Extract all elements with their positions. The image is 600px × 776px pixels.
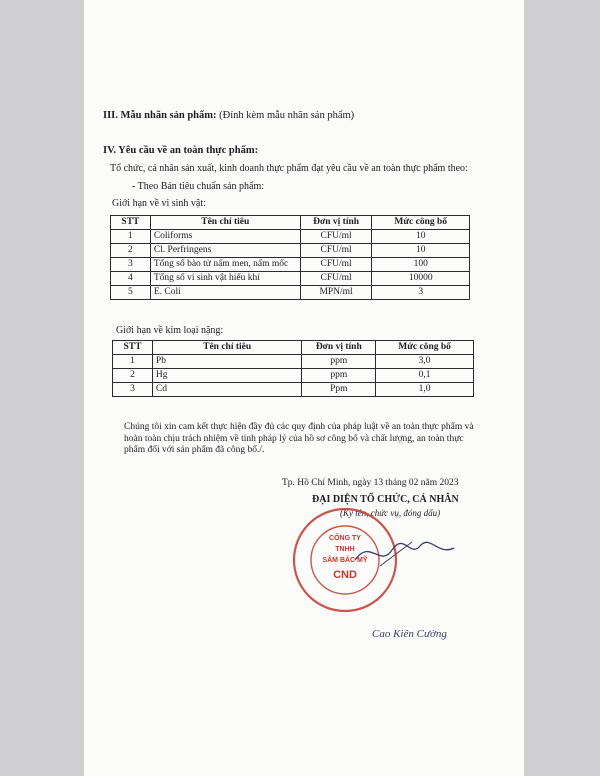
header-level: Mức công bố bbox=[376, 341, 474, 355]
micro-limits-label: Giới hạn về vi sinh vật: bbox=[112, 198, 206, 209]
cell-name: Coliforms bbox=[150, 230, 300, 244]
section-3-note: (Đính kèm mẫu nhãn sản phẩm) bbox=[219, 110, 355, 121]
cell-unit: MPN/ml bbox=[300, 286, 372, 300]
cell-name: Pb bbox=[152, 355, 301, 369]
header-unit: Đơn vị tính bbox=[300, 216, 372, 230]
cell-stt: 5 bbox=[111, 286, 151, 300]
cell-level: 100 bbox=[372, 258, 470, 272]
cell-stt: 1 bbox=[111, 230, 151, 244]
stamp-line-2: TNHH bbox=[335, 546, 355, 553]
micro-table bbox=[110, 215, 470, 300]
cell-name: Cd bbox=[152, 383, 301, 397]
stamp-line-3: SÂM BẮC MỸ bbox=[322, 557, 368, 564]
stamp-line-1: CÔNG TY bbox=[329, 535, 361, 542]
signer-name: Cao Kiên Cường bbox=[372, 628, 447, 640]
representative-title: ĐẠI DIỆN TỔ CHỨC, CÁ NHÂN bbox=[312, 494, 459, 505]
cell-stt: 1 bbox=[113, 355, 153, 369]
commitment-paragraph: Chúng tôi xin cam kết thực hiện đầy đủ các quy định của pháp luật về an toàn thực phẩm và hoàn toàn chịu trách nhiệm về tính pháp lý của hồ sơ công bố và chất lượng, an toàn thực phẩm đối với sản phẩm đã công bố./. bbox=[124, 422, 474, 455]
table-row bbox=[111, 258, 470, 272]
header-name: Tên chỉ tiêu bbox=[152, 341, 301, 355]
cell-name: Cl. Perfringens bbox=[150, 244, 300, 258]
sign-note: (Ký tên, chức vụ, đóng dấu) bbox=[340, 508, 441, 518]
cell-name: Tổng số bào tử nấm men, nấm mốc bbox=[150, 258, 300, 272]
header-stt: STT bbox=[113, 341, 153, 355]
table-row bbox=[111, 272, 470, 286]
cell-unit: CFU/ml bbox=[300, 272, 372, 286]
cell-level: 3,0 bbox=[376, 355, 474, 369]
cell-stt: 4 bbox=[111, 272, 151, 286]
metal-table bbox=[112, 340, 474, 397]
cell-name: Hg bbox=[152, 369, 301, 383]
table-row bbox=[111, 244, 470, 258]
place-date: Tp. Hồ Chí Minh, ngày 13 tháng 02 năm 2023 bbox=[282, 478, 459, 488]
section-4-intro: Tổ chức, cá nhân sản xuất, kinh doanh thực phẩm đạt yêu cầu về an toàn thực phẩm theo: bbox=[110, 163, 468, 174]
metal-table-header bbox=[113, 341, 474, 355]
header-stt: STT bbox=[111, 216, 151, 230]
cell-name: Tổng số vi sinh vật hiếu khí bbox=[150, 272, 300, 286]
cell-level: 1,0 bbox=[376, 383, 474, 397]
header-level: Mức công bố bbox=[372, 216, 470, 230]
cell-unit: Ppm bbox=[302, 383, 376, 397]
section-3-title: III. Mẫu nhãn sản phẩm: bbox=[103, 110, 217, 121]
section-4-title: IV. Yêu cầu về an toàn thực phẩm: bbox=[103, 145, 259, 156]
table-row bbox=[113, 383, 474, 397]
cell-stt: 3 bbox=[113, 383, 153, 397]
standard-line: - Theo Bản tiêu chuẩn sản phẩm: bbox=[132, 181, 265, 192]
cell-name: E. Coli bbox=[150, 286, 300, 300]
cell-stt: 3 bbox=[111, 258, 151, 272]
stamp-line-4: CND bbox=[333, 569, 357, 581]
table-row bbox=[113, 355, 474, 369]
cell-stt: 2 bbox=[113, 369, 153, 383]
micro-table-header bbox=[111, 216, 470, 230]
header-name: Tên chỉ tiêu bbox=[150, 216, 300, 230]
signature-scribble bbox=[350, 528, 460, 578]
cell-level: 10 bbox=[372, 230, 470, 244]
cell-unit: ppm bbox=[302, 355, 376, 369]
table-row bbox=[113, 369, 474, 383]
section-3-heading bbox=[103, 110, 354, 121]
cell-stt: 2 bbox=[111, 244, 151, 258]
cell-unit: CFU/ml bbox=[300, 258, 372, 272]
metal-limits-label: Giới hạn về kim loại nặng: bbox=[116, 325, 224, 336]
table-row bbox=[111, 286, 470, 300]
cell-level: 3 bbox=[372, 286, 470, 300]
cell-unit: CFU/ml bbox=[300, 230, 372, 244]
cell-unit: CFU/ml bbox=[300, 244, 372, 258]
cell-level: 10 bbox=[372, 244, 470, 258]
cell-unit: ppm bbox=[302, 369, 376, 383]
header-unit: Đơn vị tính bbox=[302, 341, 376, 355]
table-row bbox=[111, 230, 470, 244]
cell-level: 0,1 bbox=[376, 369, 474, 383]
cell-level: 10000 bbox=[372, 272, 470, 286]
